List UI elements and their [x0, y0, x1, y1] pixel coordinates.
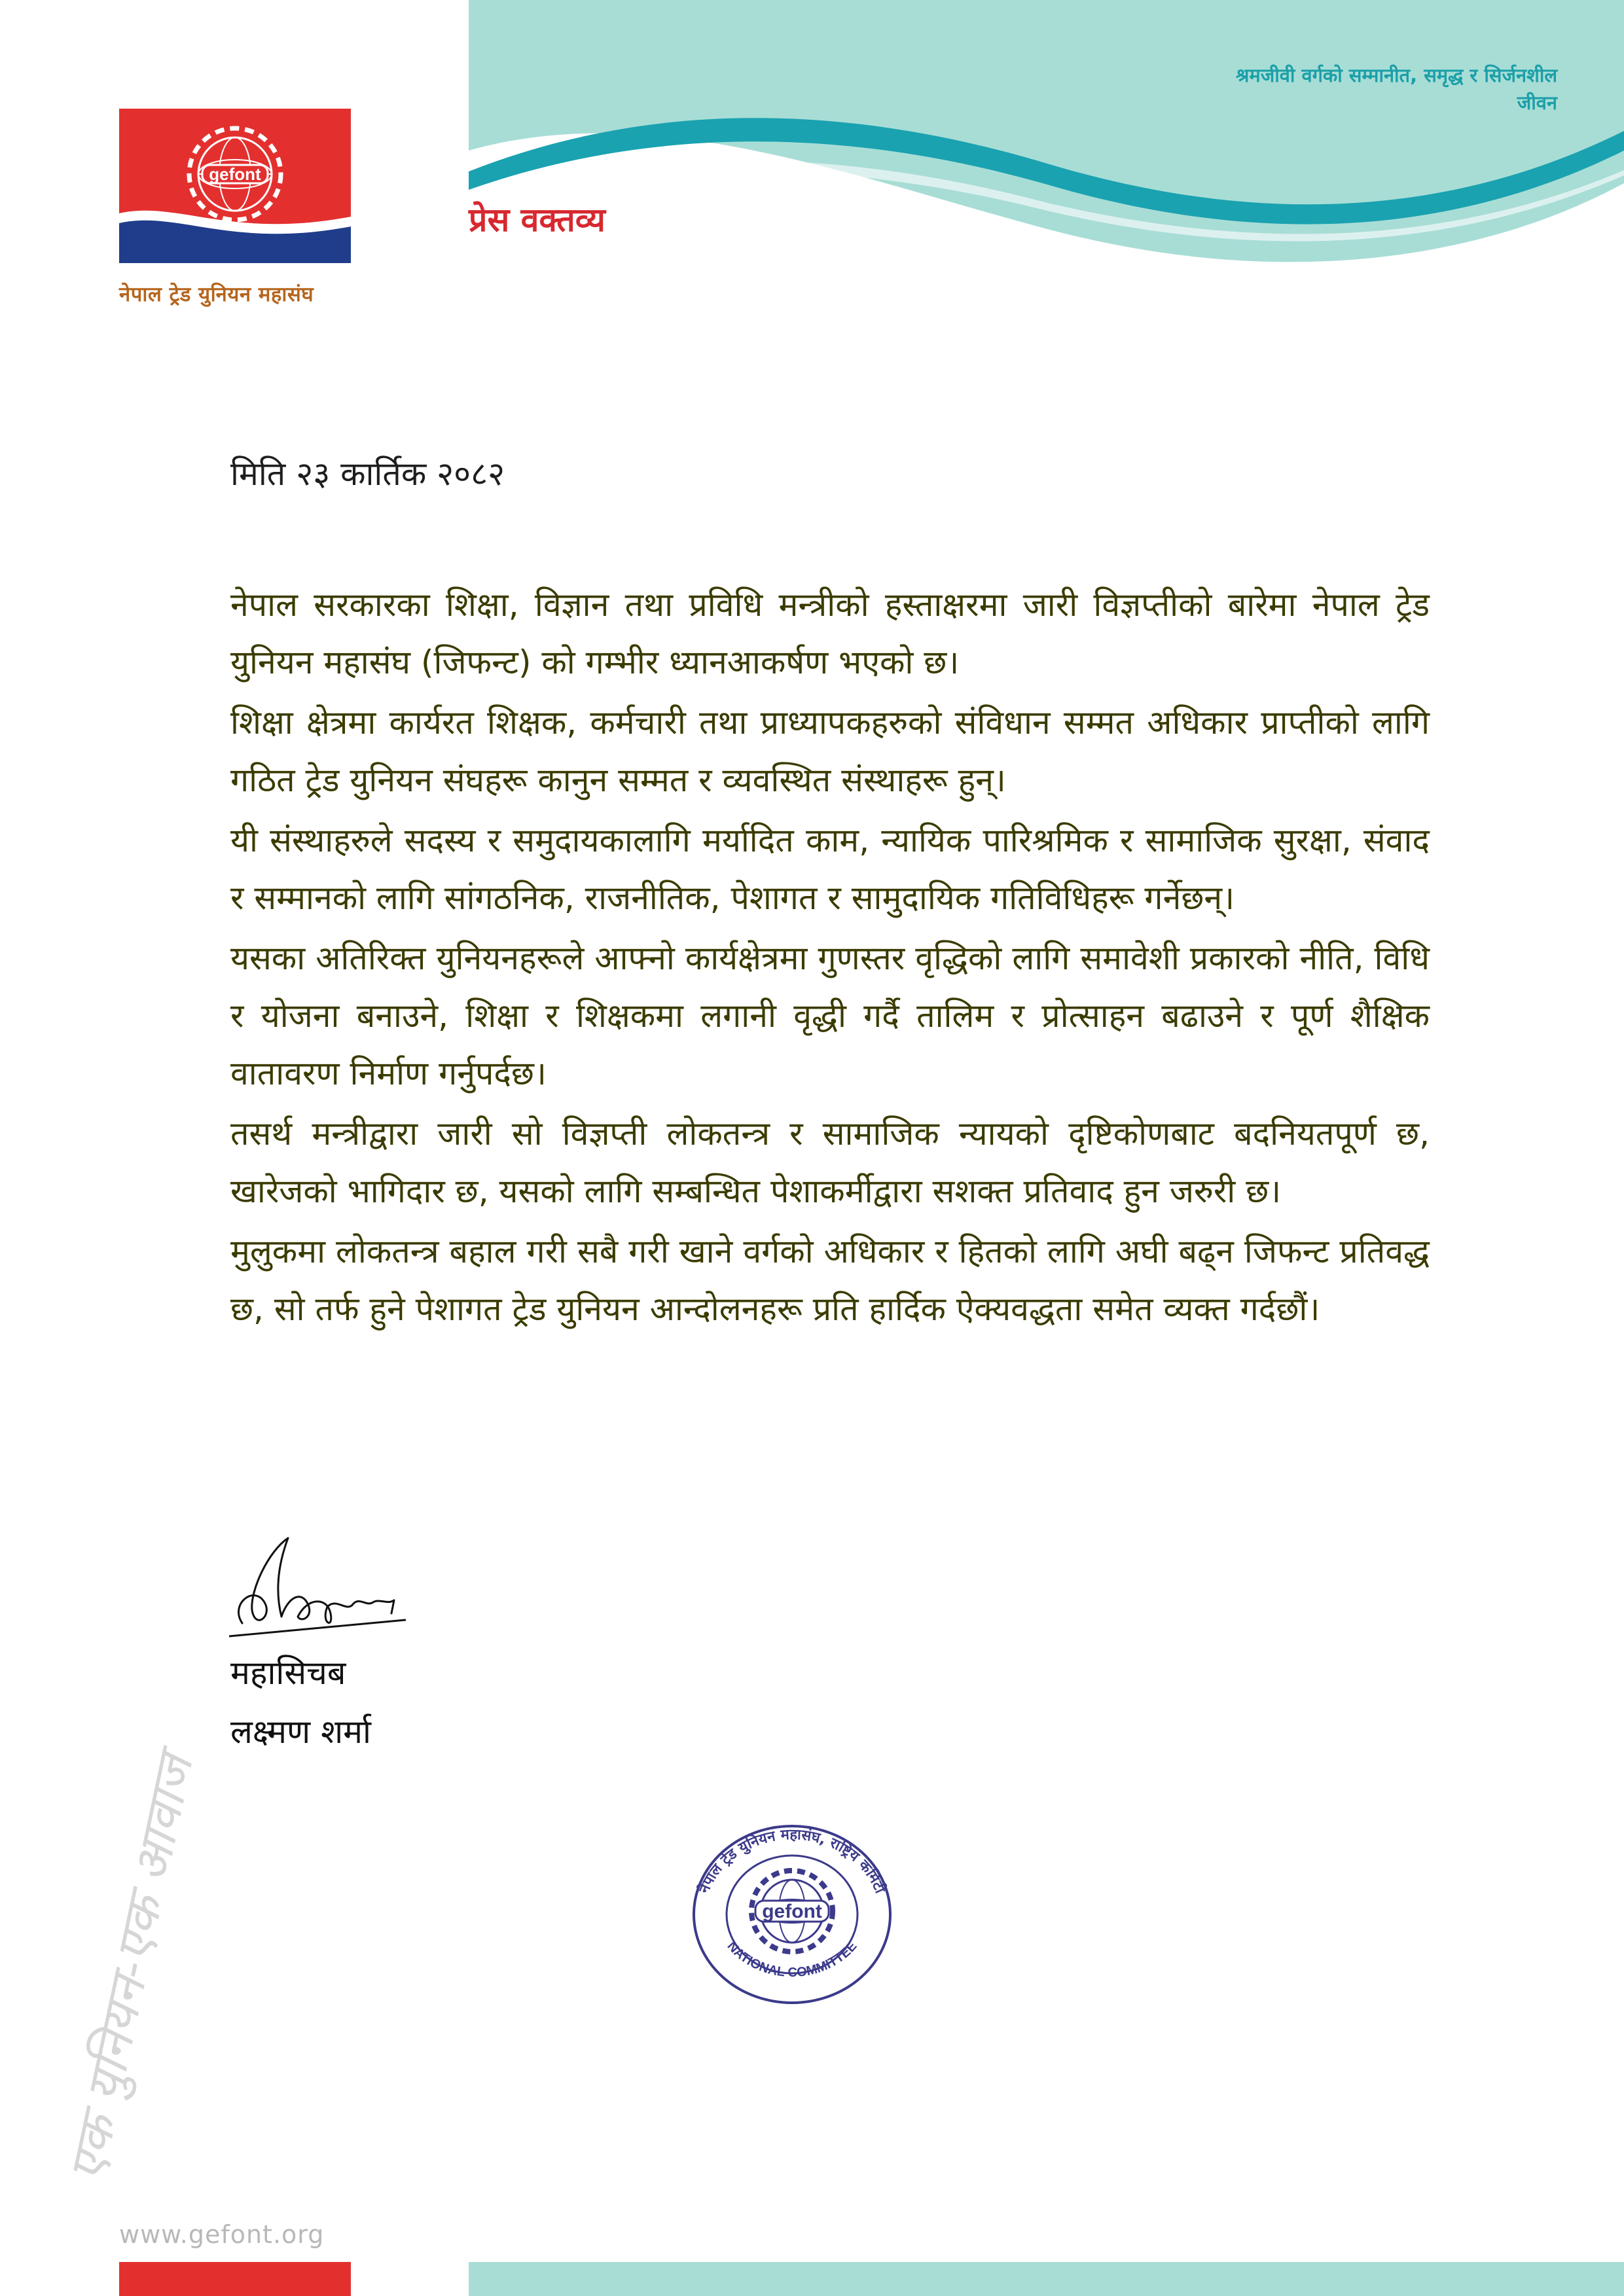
stamp-bottom-text: NATIONAL COMMITTEE [724, 1939, 860, 1981]
signer-title: महासिचब [230, 1654, 346, 1692]
paragraph-4: यसका अतिरिक्त युनियनहरूले आफ्नो कार्यक्षेत्रमा गुणस्तर वृद्धिको लागि समावेशी प्रकारको नीति, विधि र योजना बनाउने, शिक्षा र शिक्षकमा लगानी वृद्धी गर्दै तालिम र प्रोत्साहन बढाउने र पूर्ण शैक्षिक वातावरण निर्माण गर्नुपर्दछ। [230, 939, 1430, 1092]
header-slogan: श्रमजीवी वर्गको सम्मानीत, समृद्ध र सिर्जनशील जीवन [1235, 64, 1557, 114]
paragraph-1: नेपाल सरकारका शिक्षा, विज्ञान तथा प्रविधि मन्त्रीको हस्ताक्षरमा जारी विज्ञप्तीको बारेमा नेपाल ट्रेड युनियन महासंघ (जिफन्ट) को गम्भीर ध्यानआकर्षण भएको छ। [230, 586, 1430, 681]
letter-date: मिति २३ कार्तिक २०८२ [230, 455, 505, 493]
signature-image [216, 1525, 412, 1643]
side-watermark: एक युनियन-एक आवाज [56, 1749, 204, 2187]
paragraph-2: शिक्षा क्षेत्रमा कार्यरत शिक्षक, कर्मचारी तथा प्राध्यापकहरुको संविधान सम्मत अधिकार प्राप्तीको लागि गठित ट्रेड युनियन संघहरू कानुन सम्मत र व्यवस्थित संस्थाहरू हुन्। [230, 704, 1430, 799]
svg-text:NATIONAL COMMITTEE [724, 1939, 859, 1980]
svg-text:नेपाल ट्रेड युनियन महासंघ, राष [695, 1827, 890, 1897]
stamp-center-text: gefont [762, 1901, 822, 1922]
logo-wordmark: gefont [209, 164, 261, 184]
website-link[interactable]: www.gefont.org [119, 2220, 325, 2249]
gefont-logo [119, 109, 351, 263]
footer-teal-bar [469, 2262, 1624, 2296]
organization-name: नेपाल ट्रेड युनियन महासंघ [119, 283, 314, 306]
official-stamp [668, 1813, 916, 2009]
paragraph-6: मुलुकमा लोकतन्त्र बहाल गरी सबै गरी खाने वर्गको अधिकार र हितको लागि अघी बढ्न जिफन्ट प्रतिवद्ध छ, सो तर्फ हुने पेशागत ट्रेड युनियन आन्दोलनहरू प्रति हार्दिक ऐक्यवद्धता समेत व्यक्त गर्दछौं। [230, 1232, 1430, 1328]
footer-red-bar [119, 2262, 351, 2296]
press-release-title: प्रेस वक्तव्य [469, 201, 605, 239]
paragraph-5: तसर्थ मन्त्रीद्वारा जारी सो विज्ञप्ती लोकतन्त्र र सामाजिक न्यायको दृष्टिकोणबाट बदनियतपूर्ण छ, खारेजको भागिदार छ, यसको लागि सम्बन्धित पेशाकर्मीद्वारा सशक्त प्रतिवाद हुन जरुरी छ। [230, 1115, 1430, 1210]
signer-name: लक्ष्मण शर्मा [230, 1713, 371, 1751]
letter-body [230, 576, 1430, 1340]
stamp-top-text: नेपाल ट्रेड युनियन महासंघ, राष्ट्रिय कमिटी [696, 1826, 888, 1896]
paragraph-3: यी संस्थाहरुले सदस्य र समुदायकालागि मर्यादित काम, न्यायिक पारिश्रमिक र सामाजिक सुरक्षा, संवाद र सम्मानको लागि सांगठनिक, राजनीतिक, पेशागत र सामुदायिक गतिविधिहरू गर्नेछन्। [230, 821, 1430, 917]
